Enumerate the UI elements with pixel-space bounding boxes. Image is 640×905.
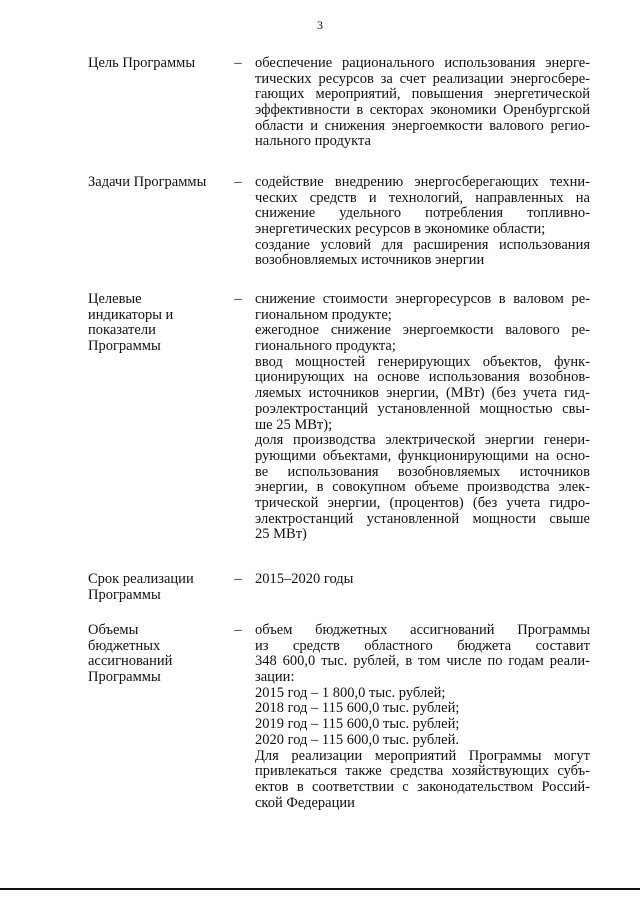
- content-line: привлекаться также средства хозяйствующих субъ-: [255, 763, 590, 780]
- content-line: ектов в соответствии с законодательством Россий-: [255, 778, 590, 795]
- content-line: гающих мероприятий, повышения энергетической: [255, 86, 590, 103]
- dash-separator: –: [234, 174, 242, 190]
- content-line: 2015 год – 1 800,0 тыс. рублей;: [255, 684, 446, 701]
- content-line: снижение стоимости энергоресурсов в валовом ре-: [255, 291, 590, 307]
- content-line: гиональном продукте;: [255, 306, 392, 323]
- content-line: содействие внедрению энергосберегающих техни-: [255, 174, 590, 190]
- content-line: создание условий для расширения использования: [255, 236, 590, 253]
- content-line: 25 МВт): [255, 526, 307, 543]
- content-line: 2018 год – 115 600,0 тыс. рублей;: [255, 700, 460, 717]
- bottom-rule: [0, 888, 640, 890]
- content-line: объем бюджетных ассигнований Программы: [255, 622, 590, 638]
- row-label: [88, 623, 228, 686]
- label-line: Программы: [88, 586, 161, 603]
- content-line: нального продукта: [255, 133, 371, 150]
- content-line: ежегодное снижение энергоемкости валового ре-: [255, 322, 590, 339]
- content-line: 2020 год – 115 600,0 тыс. рублей.: [255, 731, 459, 748]
- row-content: [255, 292, 590, 543]
- label-line: Цель Программы: [88, 55, 196, 71]
- content-line: ционирующих на основе использования возобнов-: [255, 369, 590, 386]
- label-line: Программы: [88, 669, 161, 686]
- content-line: Для реализации мероприятий Программы могут: [255, 747, 590, 764]
- content-line: зации:: [255, 669, 295, 686]
- label-line: индикаторы и: [88, 306, 174, 323]
- label-line: бюджетных: [88, 637, 161, 654]
- dash-separator: –: [234, 55, 242, 71]
- label-line: Целевые: [88, 291, 142, 307]
- row-label: [88, 292, 228, 355]
- content-line: ше 25 МВт);: [255, 416, 333, 433]
- label-line: ассигнований: [88, 653, 173, 670]
- content-line: возобновляемых источников энергии: [255, 252, 485, 269]
- content-line: электростанций установленной мощности свыше: [255, 510, 590, 527]
- content-line: рующими объектами, функционирующими на осно-: [255, 447, 590, 464]
- row-label: [88, 572, 228, 603]
- content-line: снижение удельного потребления топливно-: [255, 205, 590, 222]
- page-number: 3: [317, 18, 323, 32]
- label-line: Объемы: [88, 622, 139, 638]
- content-line: из средств областного бюджета составит: [255, 637, 590, 654]
- row-content: [255, 56, 590, 150]
- label-line: Срок реализации: [88, 571, 194, 587]
- row-content: [255, 623, 590, 811]
- content-line: ской Федерации: [255, 794, 355, 811]
- content-line: ввод мощностей генерирующих объектов, функ-: [255, 353, 590, 370]
- content-line: ческих средств и технологий, направленных на: [255, 189, 590, 206]
- dash-separator: –: [234, 291, 242, 307]
- content-line: энергии, в совокупном объеме производства элек-: [255, 479, 590, 496]
- content-line: гионального продукта;: [255, 338, 396, 355]
- row-content: [255, 572, 590, 588]
- row-label: [88, 175, 228, 191]
- content-line: трической энергии, (процентов) (без учета гидро-: [255, 494, 590, 511]
- content-line: 2015–2020 годы: [255, 571, 354, 587]
- content-line: доля производства электрической энергии генери-: [255, 432, 590, 449]
- content-line: эффективности в секторах экономики Оренбургской: [255, 102, 590, 119]
- dash-separator: –: [234, 622, 242, 638]
- content-line: области и снижения энергоемкости валового регио-: [255, 117, 590, 134]
- content-line: обеспечение рационального использования энерге-: [255, 55, 590, 71]
- content-line: роэлектростанций установленной мощностью свы-: [255, 400, 590, 417]
- content-line: ве использования возобновляемых источников: [255, 463, 590, 480]
- label-line: Программы: [88, 338, 161, 355]
- dash-separator: –: [234, 571, 242, 587]
- label-line: показатели: [88, 322, 156, 339]
- row-label: [88, 56, 228, 72]
- content-line: 2019 год – 115 600,0 тыс. рублей;: [255, 716, 460, 733]
- row-content: [255, 175, 590, 269]
- content-line: тических ресурсов за счет реализации энергосбере-: [255, 70, 590, 87]
- content-line: 348 600,0 тыс. рублей, в том числе по годам реали-: [255, 653, 590, 670]
- content-line: ляемых источников энергии, (МВт) (без учета гид-: [255, 385, 590, 402]
- content-line: энергетических ресурсов в экономике области;: [255, 221, 546, 238]
- label-line: Задачи Программы: [88, 174, 207, 190]
